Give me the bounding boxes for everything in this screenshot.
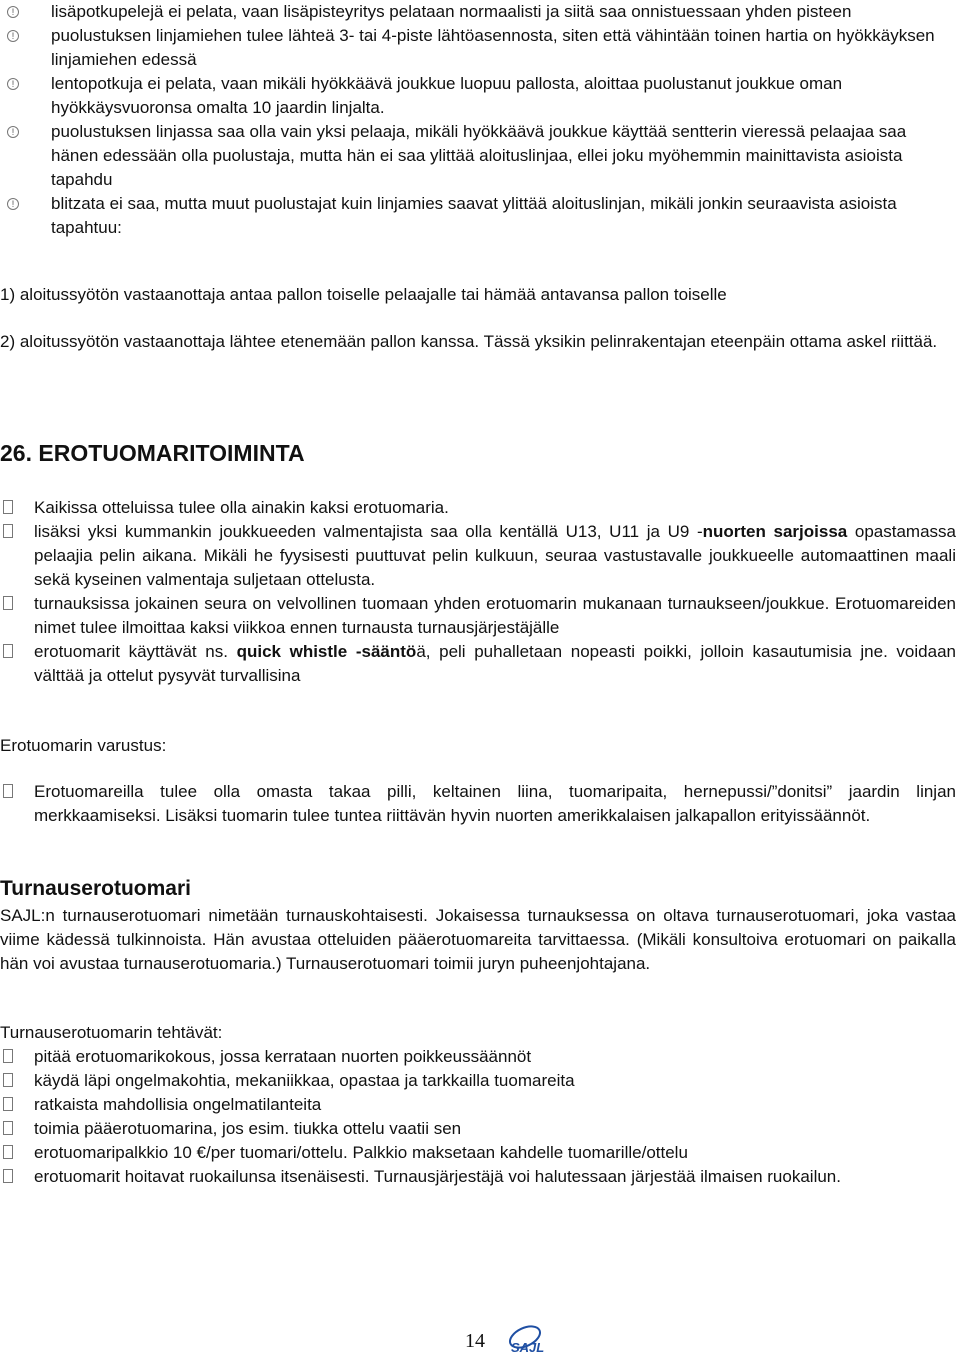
list-item-text: blitzata ei saa, mutta muut puolustajat kuin linjamies saavat ylittää aloituslinjan, mikäli jonkin seuraavista asioista tapahtuu: — [51, 194, 897, 237]
rules-list — [0, 0, 956, 240]
referee-list — [0, 496, 956, 688]
list-item-text: puolustuksen linjamiehen tulee lähteä 3- tai 4-piste lähtöasennosta, siten että vähintään toinen hartia on hyökkäyksen linjamiehen edessä — [51, 26, 935, 69]
bullet-icon — [3, 644, 13, 658]
section-heading: 26. EROTUOMARITOIMINTA — [0, 440, 305, 466]
list-item-bold: nuorten sarjoissa — [702, 522, 848, 541]
list-item-text: opastamassa pelaajia pelin aikana. Mikäli he fyysisesti puuttuvat pelin kulkuun, seuraa vastustavalle joukkueelle automaattinen maali sekä kyseinen valmentaja suljetaan ottelusta. — [34, 522, 956, 589]
numbered-item-2: 2) aloitussyötön vastaanottaja lähtee etenemään pallon kanssa. Tässä yksikin pelinrakentajan eteenpäin ottama askel riittää. — [0, 332, 938, 351]
list-item-text: käydä läpi ongelmakohtia, mekaniikkaa, opastaa ja tarkkailla tuomareita — [34, 1071, 575, 1090]
list-item — [0, 192, 956, 240]
logo-text: SAJL — [511, 1340, 545, 1355]
bullet-icon: ! — [7, 126, 19, 138]
list-item-text: ratkaista mahdollisia ongelmatilanteita — [34, 1095, 322, 1114]
list-item — [0, 1141, 956, 1165]
page-number: 14 — [465, 1330, 485, 1352]
bullet-icon: ! — [7, 198, 19, 210]
list-item-text: erotuomarit käyttävät ns. — [34, 642, 237, 661]
tasks-label: Turnauserotuomarin tehtävät: — [0, 1023, 223, 1042]
bullet-icon — [3, 1073, 13, 1087]
list-item — [0, 1165, 956, 1189]
bullet-icon: ! — [7, 78, 19, 90]
equipment-label: Erotuomarin varustus: — [0, 736, 167, 755]
list-item — [0, 0, 956, 24]
list-item-text: lisäksi yksi kummankin joukkueeden valmentajista saa olla kentällä U13, U11 ja U9 - — [34, 522, 703, 541]
list-item — [0, 780, 956, 828]
list-item-text: puolustuksen linjassa saa olla vain yksi pelaaja, mikäli hyökkäävä joukkue käyttää sentterin vieressä pelaajaa saa hänen edessään olla puolustaja, mutta hän ei saa ylittää aloituslinjaa, ellei joku myöhemmin mainittavista asioista tapahdu — [51, 122, 907, 189]
list-item — [0, 640, 956, 688]
list-item-text: lisäpotkupelejä ei pelata, vaan lisäpisteyritys pelataan normaalisti ja siitä saa onnistuessaan yhden pisteen — [51, 2, 852, 21]
bullet-icon — [3, 596, 13, 610]
sajl-logo — [505, 1322, 553, 1356]
bullet-icon — [3, 1049, 13, 1063]
list-item-text: ä, peli puhalletaan nopeasti poikki, jolloin kasautumisia jne. voidaan välttää ja ottelut pysyvät turvallisina — [34, 642, 956, 685]
bullet-icon — [3, 1097, 13, 1111]
bullet-icon — [3, 784, 13, 798]
list-item — [0, 592, 956, 640]
bullet-icon — [3, 524, 13, 538]
list-item-text: erotuomarit hoitavat ruokailunsa itsenäisesti. Turnausjärjestäjä voi halutessaan järjestää ilmaisen ruokailun. — [34, 1167, 841, 1186]
list-item-text: Kaikissa otteluissa tulee olla ainakin kaksi erotuomaria. — [34, 498, 449, 517]
bullet-icon — [3, 500, 13, 514]
list-item — [0, 1069, 956, 1093]
numbered-item-1: 1) aloitussyötön vastaanottaja antaa pallon toiselle pelaajalle tai hämää antavansa pallon toiselle — [0, 285, 727, 304]
list-item-text: erotuomaripalkkio 10 €/per tuomari/ottelu. Palkkio maksetaan kahdelle tuomarille/ottelu — [34, 1143, 688, 1162]
turnaus-paragraph: SAJL:n turnauserotuomari nimetään turnauskohtaisesti. Jokaisessa turnauksessa on oltava turnauserotuomari, joka vastaa viime kädessä tulkinnoista. Hän avustaa otteluiden pääerotuomareita tarvittaessa. (Mikäli konsultoiva erotuomari on paikalla hän voi avustaa turnauserotuomaria.) Turnauserotuomari toimii juryn puheenjohtajana. — [0, 906, 956, 973]
list-item — [0, 120, 956, 192]
list-item — [0, 24, 956, 72]
list-item — [0, 520, 956, 592]
tasks-list — [0, 1045, 956, 1189]
list-item — [0, 496, 956, 520]
list-item-text: lentopotkuja ei pelata, vaan mikäli hyökkäävä joukkue luopuu pallosta, aloittaa puolustanut joukkue oman hyökkäysvuoronsa omalta 10 jaardin linjalta. — [51, 74, 843, 117]
list-item-text: pitää erotuomarikokous, jossa kerrataan nuorten poikkeussäännöt — [34, 1047, 532, 1066]
bullet-icon — [3, 1169, 13, 1183]
list-item-text: toimia pääerotuomarina, jos esim. tiukka ottelu vaatii sen — [34, 1119, 462, 1138]
bullet-icon: ! — [7, 30, 19, 42]
list-item-text: Erotuomareilla tulee olla omasta takaa pilli, keltainen liina, tuomaripaita, hernepussi/”donitsi” jaardin linjan merkkaamiseksi. Lisäksi tuomarin tulee tuntea riittävän hyvin nuorten amerikkalaisen jalkapallon erityissäännöt. — [34, 782, 956, 825]
equipment-list — [0, 780, 956, 828]
bullet-icon — [3, 1121, 13, 1135]
subsection-heading: Turnauserotuomari — [0, 877, 191, 900]
list-item — [0, 72, 956, 120]
list-item — [0, 1093, 956, 1117]
list-item-text: turnauksissa jokainen seura on velvollinen tuomaan yhden erotuomarin mukanaan turnaukseen/joukkue. Erotuomareiden nimet tulee ilmoittaa kaksi viikkoa ennen turnausta turnausjärjestäjälle — [34, 594, 956, 637]
list-item-bold: quick whistle -sääntö — [236, 642, 417, 661]
list-item — [0, 1045, 956, 1069]
bullet-icon — [3, 1145, 13, 1159]
bullet-icon: ! — [7, 6, 19, 18]
list-item — [0, 1117, 956, 1141]
